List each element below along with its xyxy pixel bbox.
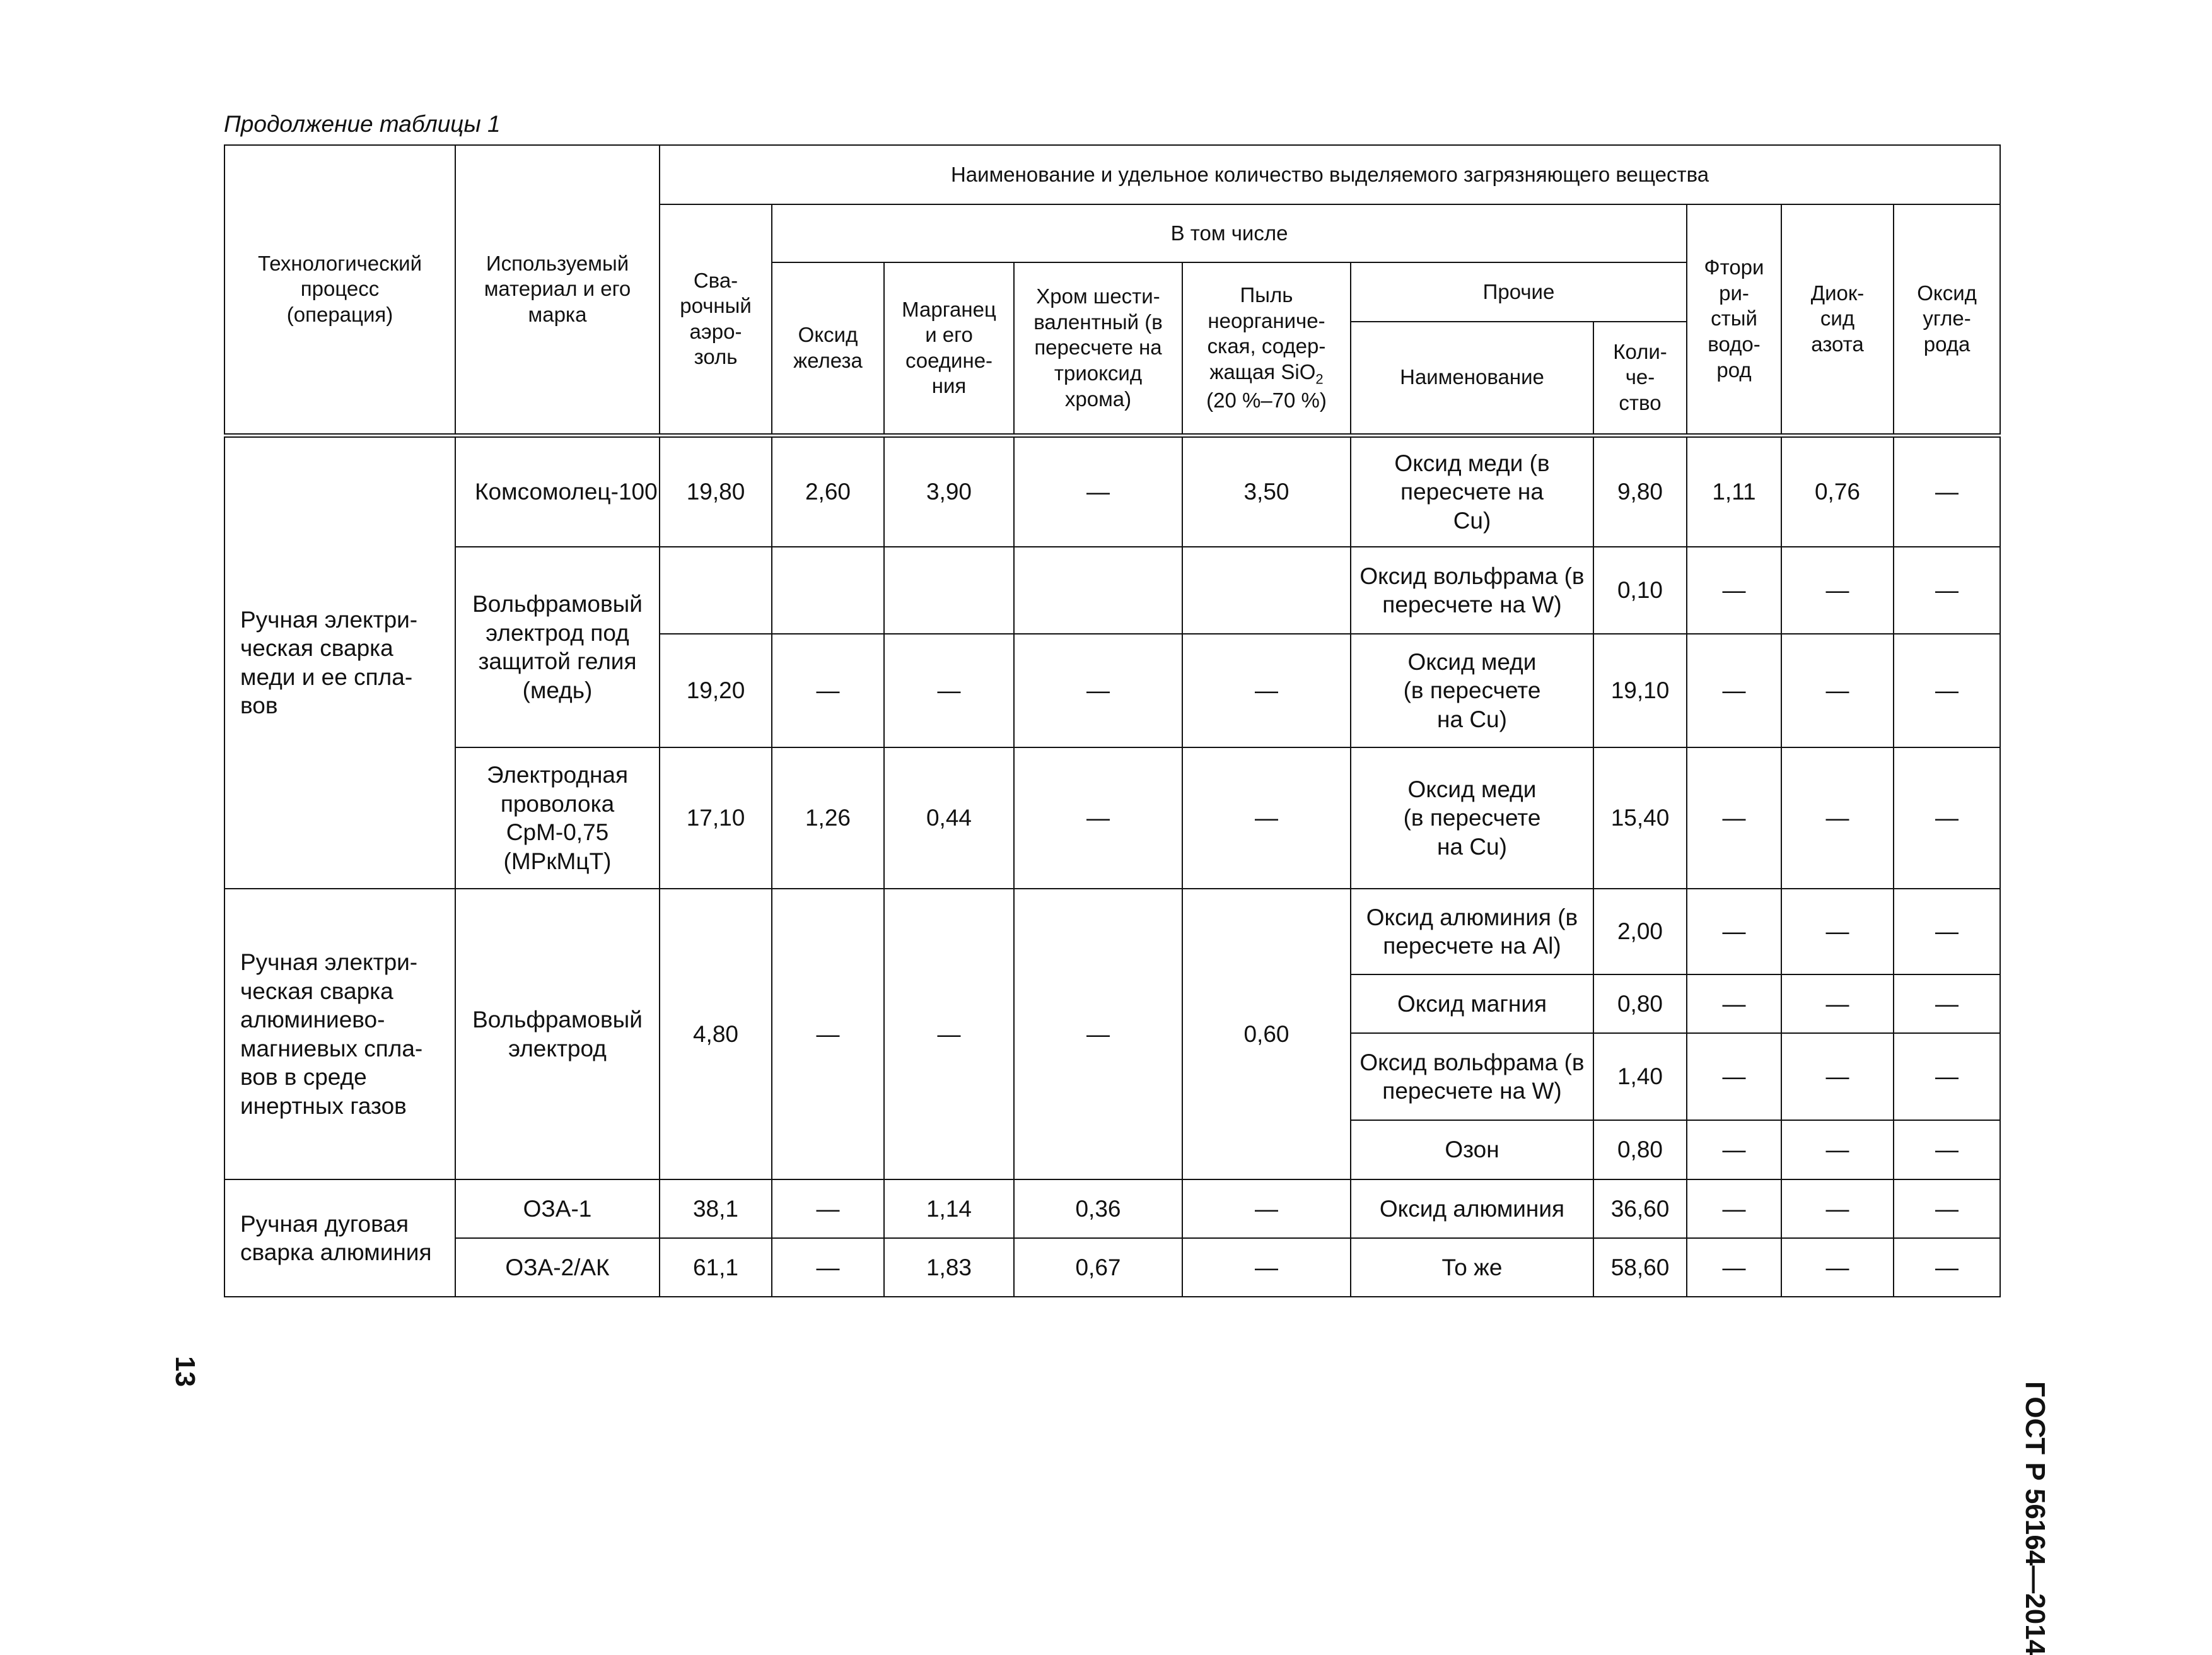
cell-manganese: — — [884, 634, 1014, 747]
cell-co: — — [1894, 1120, 2000, 1179]
cell-no2: — — [1781, 1033, 1894, 1120]
cell-co: — — [1894, 435, 2000, 547]
cell-material: ОЗА-1 — [455, 1179, 660, 1238]
cell-manganese-empty — [884, 547, 1014, 634]
cell-process: Ручная электри-ческая сварка алюминиево-магниевых спла-вов в среде инертных газов — [224, 889, 455, 1179]
cell-no2: — — [1781, 747, 1894, 889]
cell-no2: — — [1781, 974, 1894, 1033]
cell-hf: — — [1687, 1120, 1781, 1179]
cell-dust: 3,50 — [1182, 435, 1351, 547]
cell-iron-oxide: — — [772, 1179, 884, 1238]
table-row — [224, 1238, 2000, 1297]
cell-other-qty: 58,60 — [1593, 1238, 1687, 1297]
cell-chromium: 0,67 — [1014, 1238, 1182, 1297]
table-row — [224, 889, 2000, 974]
cell-iron-oxide: 2,60 — [772, 435, 884, 547]
cell-iron-oxide: — — [772, 634, 884, 747]
cell-co: — — [1894, 1238, 2000, 1297]
header-other-name: Наименование — [1351, 322, 1593, 435]
cell-material: Комсомолец-100 — [455, 435, 660, 547]
cell-co: — — [1894, 1179, 2000, 1238]
cell-other-name: Оксид вольфрама (в пересчете на W) — [1351, 547, 1593, 634]
cell-process: Ручная дуговая сварка алюминия — [224, 1179, 455, 1297]
cell-co: — — [1894, 974, 2000, 1033]
cell-aerosol: 4,80 — [660, 889, 772, 1179]
cell-hf: — — [1687, 547, 1781, 634]
cell-other-name: Оксид вольфрама (в пересчете на W) — [1351, 1033, 1593, 1120]
cell-other-name: Оксид меди (в пересчете на Cu) — [1351, 435, 1593, 547]
cell-chromium: — — [1014, 747, 1182, 889]
cell-hf: — — [1687, 1033, 1781, 1120]
cell-no2: — — [1781, 1179, 1894, 1238]
table-body — [224, 435, 2000, 1297]
cell-manganese: 1,83 — [884, 1238, 1014, 1297]
cell-other-name: То же — [1351, 1238, 1593, 1297]
cell-other-qty: 0,80 — [1593, 974, 1687, 1033]
cell-iron-oxide: 1,26 — [772, 747, 884, 889]
table-caption: Продолжение таблицы 1 — [224, 111, 501, 137]
table-header — [224, 145, 2000, 435]
cell-material: Электродная проволока СрМ-0,75 (МРкМцТ) — [455, 747, 660, 889]
cell-dust: — — [1182, 747, 1351, 889]
header-no2: Диок-сид азота — [1781, 204, 1894, 435]
cell-manganese: 3,90 — [884, 435, 1014, 547]
cell-co: — — [1894, 747, 2000, 889]
standard-code: ГОСТ Р 56164—2014 — [2020, 1381, 2051, 1655]
cell-process: Ручная электри-ческая сварка меди и ее спла-вов — [224, 435, 455, 889]
cell-other-name: Озон — [1351, 1120, 1593, 1179]
cell-dust: — — [1182, 1238, 1351, 1297]
cell-dust-empty — [1182, 547, 1351, 634]
cell-chromium-empty — [1014, 547, 1182, 634]
header-tech-process: Технологический процесс (операция) — [224, 145, 455, 435]
cell-co: — — [1894, 547, 2000, 634]
header-welding-aerosol: Сва-рочный аэро-золь — [660, 204, 772, 435]
cell-other-qty: 15,40 — [1593, 747, 1687, 889]
header-dust-text: Пыль неорганиче-ская, содер-жащая SiO — [1207, 283, 1326, 383]
cell-no2: — — [1781, 1238, 1894, 1297]
cell-hf: — — [1687, 1179, 1781, 1238]
cell-other-name: Оксид меди (в пересчете на Cu) — [1351, 634, 1593, 747]
cell-no2: — — [1781, 634, 1894, 747]
cell-manganese: 0,44 — [884, 747, 1014, 889]
cell-co: — — [1894, 889, 2000, 974]
cell-other-name: Оксид алюминия — [1351, 1179, 1593, 1238]
cell-dust: 0,60 — [1182, 889, 1351, 1179]
header-other: Прочие — [1351, 262, 1687, 322]
header-including: В том числе — [772, 204, 1687, 262]
header-iron-oxide: Оксид железа — [772, 262, 884, 435]
cell-no2: 0,76 — [1781, 435, 1894, 547]
cell-hf: — — [1687, 974, 1781, 1033]
cell-hf: — — [1687, 634, 1781, 747]
cell-other-qty: 19,10 — [1593, 634, 1687, 747]
cell-chromium: — — [1014, 889, 1182, 1179]
header-other-qty: Коли-че-ство — [1593, 322, 1687, 435]
cell-hf: 1,11 — [1687, 435, 1781, 547]
cell-other-name: Оксид магния — [1351, 974, 1593, 1033]
cell-material: Вольфрамовый электрод под защитой гелия (медь) — [455, 547, 660, 747]
cell-manganese: 1,14 — [884, 1179, 1014, 1238]
cell-hf: — — [1687, 1238, 1781, 1297]
cell-no2: — — [1781, 547, 1894, 634]
header-hf: Фтори ри-стый водо-род — [1687, 204, 1781, 435]
cell-other-qty: 36,60 — [1593, 1179, 1687, 1238]
cell-no2: — — [1781, 889, 1894, 974]
cell-chromium: — — [1014, 634, 1182, 747]
cell-iron-oxide-empty — [772, 547, 884, 634]
table-row — [224, 1179, 2000, 1238]
cell-other-qty: 9,80 — [1593, 435, 1687, 547]
header-manganese: Марганец и его соедине-ния — [884, 262, 1014, 435]
cell-iron-oxide: — — [772, 889, 884, 1179]
cell-other-name: Оксид алюминия (в пересчете на Al) — [1351, 889, 1593, 974]
cell-aerosol: 61,1 — [660, 1238, 772, 1297]
cell-chromium: — — [1014, 435, 1182, 547]
cell-other-qty: 0,80 — [1593, 1120, 1687, 1179]
header-co: Оксид угле-рода — [1894, 204, 2000, 435]
header-chromium: Хром шести-валентный (в пересчете на триоксид хрома) — [1014, 262, 1182, 435]
cell-hf: — — [1687, 747, 1781, 889]
cell-co: — — [1894, 1033, 2000, 1120]
cell-aerosol: 17,10 — [660, 747, 772, 889]
header-dust-subscript: 2 — [1315, 371, 1324, 387]
cell-hf: — — [1687, 889, 1781, 974]
table-row — [224, 547, 2000, 634]
header-dust-range: (20 %–70 %) — [1206, 388, 1327, 412]
cell-chromium: 0,36 — [1014, 1179, 1182, 1238]
table-row — [224, 435, 2000, 547]
cell-no2: — — [1781, 1120, 1894, 1179]
cell-other-qty: 2,00 — [1593, 889, 1687, 974]
cell-iron-oxide: — — [772, 1238, 884, 1297]
header-dust — [1182, 262, 1351, 435]
cell-aerosol-empty — [660, 547, 772, 634]
header-pollutant-group: Наименование и удельное количество выделяемого загрязняющего вещества — [660, 145, 2000, 204]
table-row — [224, 747, 2000, 889]
cell-aerosol: 19,20 — [660, 634, 772, 747]
cell-material: Вольфрамовый электрод — [455, 889, 660, 1179]
cell-other-name: Оксид меди (в пересчете на Cu) — [1351, 747, 1593, 889]
cell-aerosol: 19,80 — [660, 435, 772, 547]
header-material: Используемый материал и его марка — [455, 145, 660, 435]
cell-other-qty: 0,10 — [1593, 547, 1687, 634]
emissions-table — [224, 144, 2001, 1297]
cell-co: — — [1894, 634, 2000, 747]
cell-manganese: — — [884, 889, 1014, 1179]
cell-dust: — — [1182, 634, 1351, 747]
page-number: 13 — [170, 1356, 201, 1387]
cell-aerosol: 38,1 — [660, 1179, 772, 1238]
cell-other-qty: 1,40 — [1593, 1033, 1687, 1120]
cell-material: ОЗА-2/АК — [455, 1238, 660, 1297]
cell-dust: — — [1182, 1179, 1351, 1238]
